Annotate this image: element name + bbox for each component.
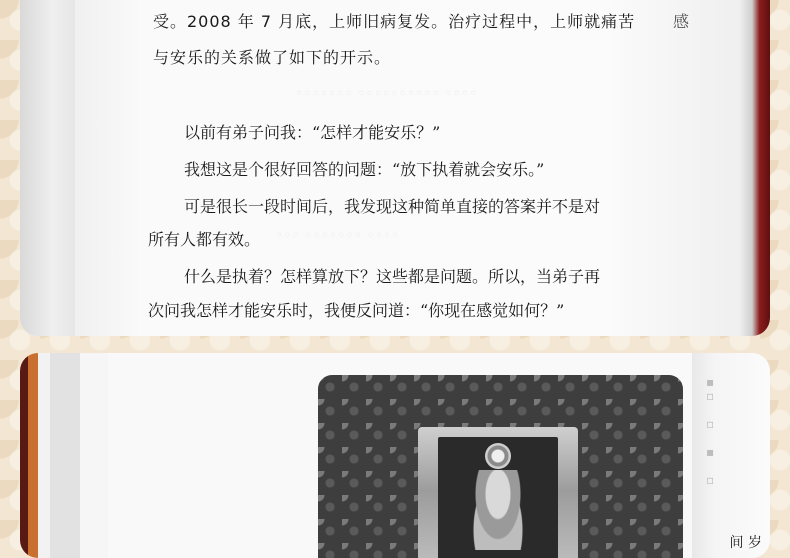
text-line-2: 与安乐的关系做了如下的开示。 xyxy=(153,48,392,67)
bottom-book-panel xyxy=(20,353,770,558)
text-line-1-trailing: 感 xyxy=(673,12,690,31)
buddha-figure xyxy=(470,470,526,550)
text-line-4: 我想这是个很好回答的问题：“放下执着就会安乐。” xyxy=(184,160,545,179)
bleed-through-text: ◦◦◦ ◦◦◦◦◦◦◦ ◦◦◦◦ xyxy=(275,228,400,244)
right-edge-text: 间 岁 xyxy=(729,535,762,551)
text-line-6: 所有人都有效。 xyxy=(148,230,261,249)
adjacent-page xyxy=(692,353,770,558)
book-page xyxy=(75,0,740,336)
text-line-5: 可是很长一段时间后，我发现这种简单直接的答案并不是对 xyxy=(184,197,601,216)
bleed-through-text: ◦◦◦◦◦◦◦ ◦◦◦◦◦◦◦◦◦◦ ◦◦◦◦ xyxy=(295,86,478,102)
thangka-photo xyxy=(318,375,683,558)
faint-text-column: ▪ ▫ ▫ ▪ ▫ xyxy=(706,375,715,487)
text-line-8: 次问我怎样才能安乐时，我便反问道：“你现在感觉如何？” xyxy=(148,301,565,320)
top-book-panel xyxy=(20,0,770,336)
book-photo-page xyxy=(108,353,692,558)
right-page-edge xyxy=(740,0,770,336)
text-line-3: 以前有弟子问我：“怎样才能安乐？” xyxy=(184,123,441,142)
left-page-edge xyxy=(20,0,75,336)
book-cover-edge xyxy=(20,353,108,558)
text-line-1: 受。2008 年 7 月底，上师旧病复发。治疗过程中，上师就痛苦 xyxy=(153,12,636,31)
text-line-7: 什么是执着？怎样算放下？这些都是问题。所以，当弟子再 xyxy=(184,267,601,286)
halo-icon xyxy=(485,443,511,469)
